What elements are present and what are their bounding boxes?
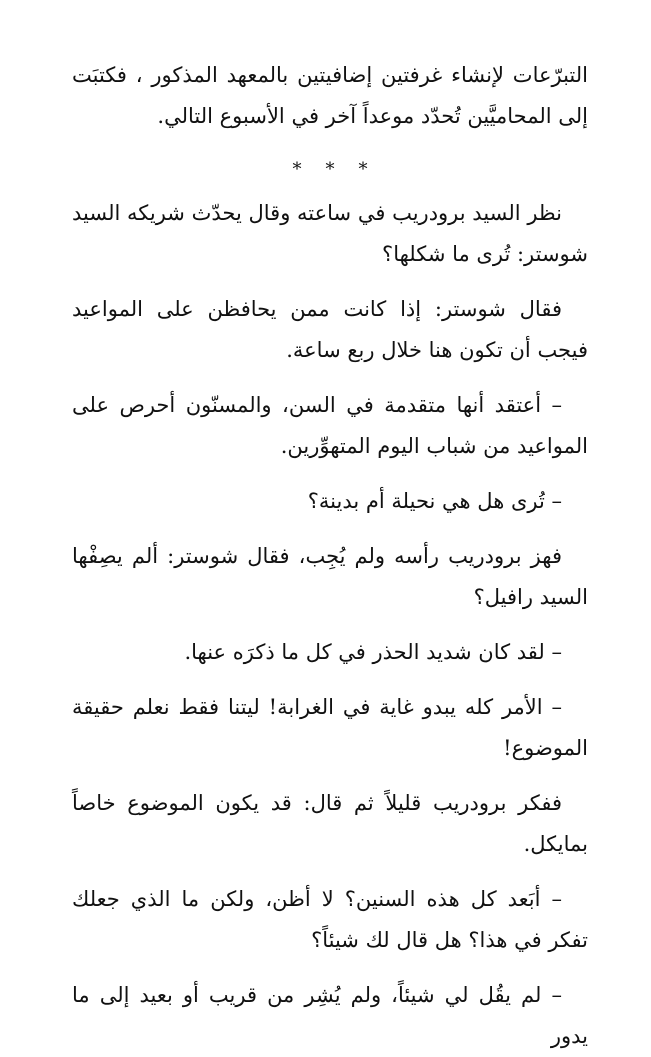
separator-star: *	[358, 159, 368, 180]
paragraph: فهز برودريب رأسه ولم يُجِب، فقال شوستر: ألم يصِفْها السيد رافيل؟	[72, 544, 588, 609]
paragraph: ففكر برودريب قليلاً ثم قال: قد يكون الموضوع خاصاً بمايكل.	[72, 791, 588, 856]
dialogue-line: – أعتقد أنها متقدمة في السن، والمسنّون أحرص على المواعيد من شباب اليوم المتهوِّرين.	[72, 393, 588, 458]
separator-star: *	[325, 159, 335, 180]
dialogue-line: – الأمر كله يبدو غاية في الغرابة! ليتنا فقط نعلم حقيقة الموضوع!	[72, 695, 588, 760]
section-separator	[72, 137, 588, 193]
dialogue-line: – أبَعد كل هذه السنين؟ لا أظن، ولكن ما الذي جعلك تفكر في هذا؟ هل قال لك شيئاً؟	[72, 887, 588, 952]
dialogue-line: – لم يقُل لي شيئاً، ولم يُشِر من قريب أو بعيد إلى ما يدور	[72, 983, 588, 1048]
separator-star: *	[292, 159, 302, 180]
book-page	[72, 55, 588, 1057]
paragraph: نظر السيد برودريب في ساعته وقال يحدّث شريكه السيد شوستر: تُرى ما شكلها؟	[72, 201, 588, 266]
paragraph: فقال شوستر: إذا كانت ممن يحافظن على المواعيد فيجب أن تكون هنا خلال ربع ساعة.	[72, 297, 588, 362]
dialogue-line: – تُرى هل هي نحيلة أم بدينة؟	[307, 489, 562, 513]
dialogue-line: – لقد كان شديد الحذر في كل ما ذكرَه عنها.	[184, 640, 562, 664]
paragraph-continued: التبرّعات لإنشاء غرفتين إضافيتين بالمعهد المذكور ، فكتبَت إلى المحاميَّين تُحدّد موعداً آخر في الأسبوع التالي.	[72, 63, 588, 128]
